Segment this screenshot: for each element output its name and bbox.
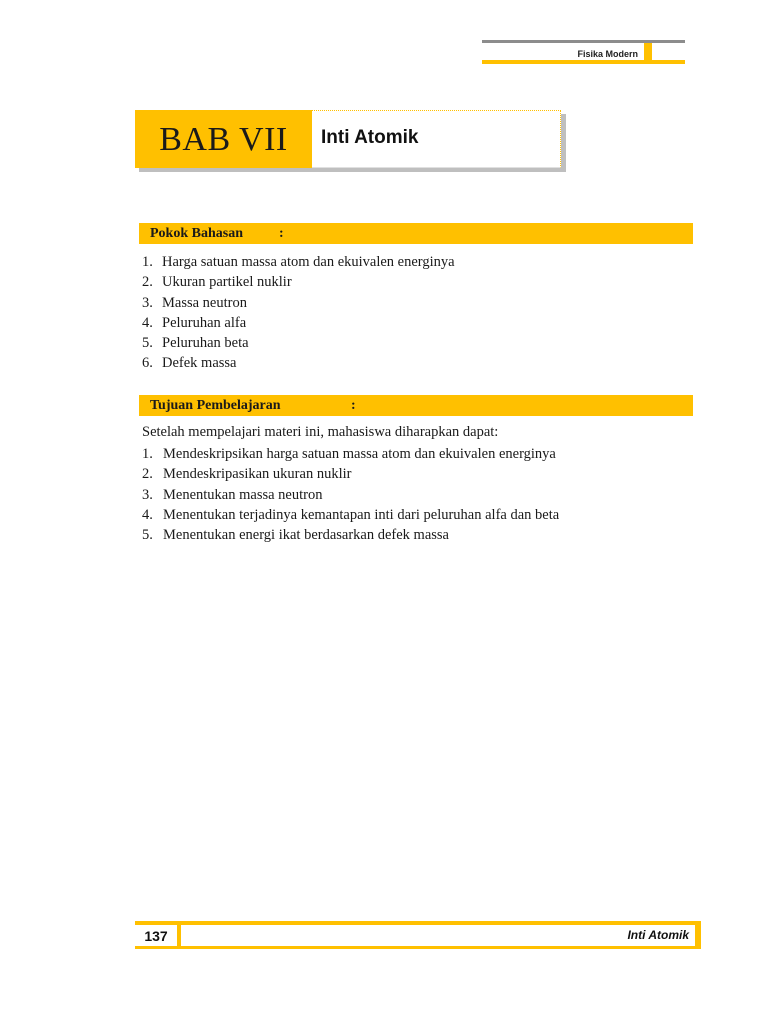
list-item: 3. Menentukan massa neutron xyxy=(142,486,323,503)
list-item: 2. Ukuran partikel nuklir xyxy=(142,274,292,291)
footer-title-box xyxy=(181,925,695,946)
list-item: 4. Peluruhan alfa xyxy=(142,314,247,331)
footer-bottom-rule xyxy=(135,946,701,949)
list-item: 1. Mendeskripsikan harga satuan massa atom dan ekuivalen energinya xyxy=(142,446,556,462)
footer-chapter-title: Inti Atomik xyxy=(627,928,689,942)
list-item: 3. Massa neutron xyxy=(142,294,247,311)
header-accent-square xyxy=(644,43,652,60)
objectives-list xyxy=(142,444,559,545)
list-item: 5. Menentukan energi ikat berdasarkan defek massa xyxy=(142,527,449,544)
topics-colon: : xyxy=(279,226,284,241)
header-course-box xyxy=(482,43,644,60)
objectives-heading: Tujuan Pembelajaran xyxy=(150,398,281,413)
list-item: 5. Peluruhan beta xyxy=(142,335,249,352)
objectives-colon: : xyxy=(351,398,356,413)
list-item: 2. Mendeskripasikan ukuran nuklir xyxy=(142,466,352,483)
list-item: 6. Defek massa xyxy=(142,355,237,372)
header-bottom-rule xyxy=(482,60,685,64)
chapter-label: BAB VII xyxy=(159,121,288,158)
header-course-title: Fisika Modern xyxy=(577,49,638,59)
objectives-heading-bar xyxy=(139,395,693,416)
chapter-label-box xyxy=(135,110,312,168)
topics-heading: Pokok Bahasan xyxy=(150,226,243,241)
list-item: 4. Menentukan terjadinya kemantapan inti dari peluruhan alfa dan beta xyxy=(142,506,560,523)
page-number: 137 xyxy=(144,927,168,944)
topics-list xyxy=(142,252,455,374)
chapter-title-box xyxy=(312,110,561,168)
objectives-intro: Setelah mempelajari materi ini, mahasiswa diharapkan dapat: xyxy=(142,424,499,440)
topics-heading-bar xyxy=(139,223,693,244)
chapter-title: Inti Atomik xyxy=(321,127,419,148)
list-item: 1. Harga satuan massa atom dan ekuivalen energinya xyxy=(142,254,455,270)
footer-right-edge xyxy=(695,925,701,946)
